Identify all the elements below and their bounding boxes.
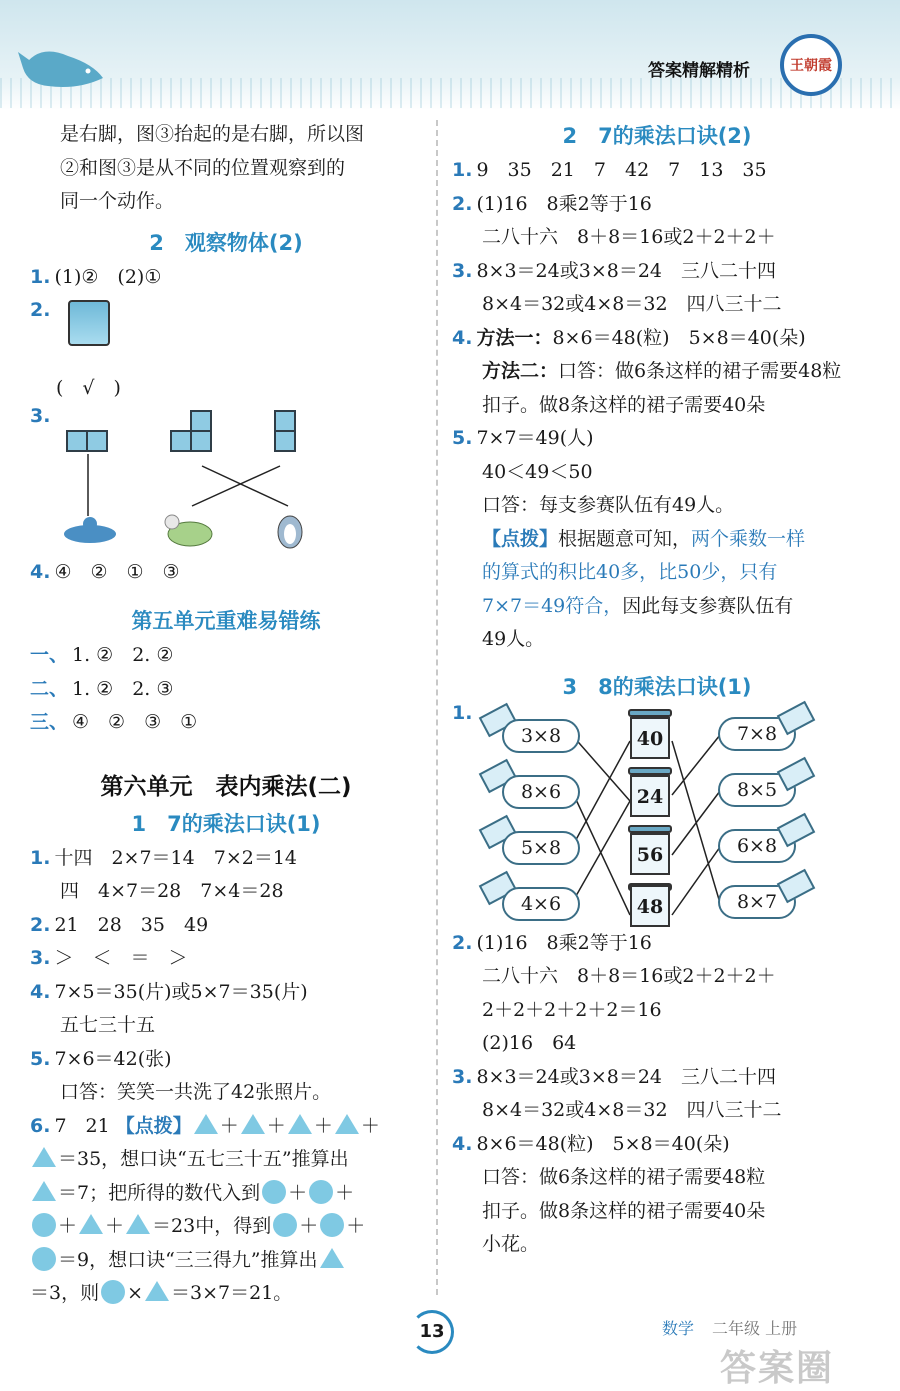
- answer-text: ④ ② ③ ①: [72, 711, 198, 733]
- intro-line: 同一个动作。: [60, 190, 175, 212]
- plus-sign: ＋: [105, 1215, 125, 1237]
- answer-text: 口答：做6条这样的裙子需要48粒: [558, 360, 842, 382]
- answer-line: 口答：每支参赛队伍有49人。: [482, 494, 735, 516]
- match-right-card: 8×7: [718, 885, 796, 919]
- answer-line: 40＜49＜50: [482, 460, 593, 483]
- answer-text: 7×6＝42(张): [54, 1047, 172, 1070]
- hint-text: 根据题意可知，: [558, 527, 692, 550]
- match-right-card: 7×8: [718, 717, 796, 751]
- answer-text: 7×5＝35(片)或5×7＝35(片): [54, 980, 308, 1003]
- answer-text: ＝35，想口诀“五七三十五”推算出: [58, 1148, 349, 1170]
- answer-line: [452, 1128, 862, 1162]
- column-divider: [436, 120, 438, 1295]
- section-title: 2 7的乘法口诀(2): [562, 124, 752, 148]
- answer-line: [30, 942, 422, 976]
- plus-sign: ＋: [219, 1114, 239, 1137]
- hint-label: 【点拨】: [482, 527, 559, 550]
- section-title: 1 7的乘法口诀(1): [131, 811, 321, 836]
- hint-text: 因此每支参赛队伍有: [622, 594, 794, 617]
- question-number: 5.: [452, 427, 473, 449]
- check-answer: ( √ ): [56, 377, 121, 399]
- hint-text-highlight: 两个乘数一样: [691, 527, 806, 550]
- answer-text: 7 21: [54, 1114, 110, 1137]
- answer-line: (2)16 64: [482, 1032, 577, 1054]
- question-number: 1.: [452, 159, 473, 181]
- footer-grade: 二年级 上册: [712, 1319, 798, 1338]
- answer-line: [30, 1244, 422, 1278]
- answer-text: ＝3，则: [30, 1282, 100, 1304]
- circle-icon: [262, 1180, 286, 1204]
- answer-text: ＝3×7＝21。: [171, 1282, 293, 1304]
- header-title: 答案精解精析: [648, 61, 750, 81]
- question-number: 6.: [30, 1114, 51, 1137]
- answer-line: 2＋2＋2＋2＋2＝16: [482, 998, 662, 1021]
- mailbox-number: 24: [630, 775, 670, 817]
- footer-subject: 数学: [662, 1319, 695, 1338]
- view-matching-figure: [30, 406, 422, 556]
- answer-text: 8×6＝48(粒) 5×8＝40(朵): [476, 1132, 730, 1155]
- answer-line: 8×4＝32或4×8＝32 四八三十二: [482, 1099, 782, 1121]
- badge-text: 王朝霞: [790, 58, 832, 74]
- answer-line: [30, 639, 422, 673]
- question-number: 2.: [30, 299, 51, 321]
- mailbox-lid: [628, 709, 672, 717]
- intro-line: 是右脚，图③抬起的是右脚，所以图: [60, 123, 365, 145]
- circle-icon: [101, 1280, 125, 1304]
- triangle-icon: [126, 1214, 150, 1234]
- triangle-icon: [32, 1181, 56, 1201]
- answer-line: 口答：笑笑一共洗了42张照片。: [60, 1081, 332, 1103]
- hint-line: [452, 590, 862, 624]
- answer-text: 1. ② 2. ②: [72, 644, 174, 666]
- answer-text: 十四 2×7＝14 7×2＝14: [54, 846, 298, 869]
- answer-text: ④ ② ① ③: [54, 560, 180, 583]
- plus-sign: ＋: [335, 1181, 355, 1204]
- hint-line: [452, 523, 862, 557]
- plus-sign: ＋: [346, 1215, 366, 1237]
- match-left-card: 4×6: [502, 887, 580, 921]
- match-left-card: 3×8: [502, 719, 580, 753]
- bird-icon: [60, 514, 120, 550]
- answer-text: 1. ② 2. ③: [72, 677, 174, 700]
- mailbox-lid: [628, 825, 672, 833]
- answer-line: 口答：做6条这样的裙子需要48粒: [482, 1166, 766, 1188]
- question-number: 4.: [452, 326, 473, 349]
- plus-sign: ＋: [58, 1215, 78, 1237]
- answer-line: [30, 673, 422, 707]
- plus-sign: ＋: [313, 1114, 333, 1137]
- whale-icon: [18, 38, 108, 92]
- hint-text-highlight: 7×7＝49符合，: [482, 594, 623, 617]
- mailbox-number: 56: [630, 833, 670, 875]
- question-number: 1.: [30, 265, 51, 288]
- answer-text: 8×6＝48(粒) 5×8＝40(朵): [552, 326, 806, 349]
- answer-line: 四 4×7＝28 7×4＝28: [60, 880, 284, 902]
- answer-line: 8×4＝32或4×8＝32 四八三十二: [482, 293, 782, 315]
- answer-text: (1)16 8乘2等于16: [476, 192, 652, 215]
- intro-line: ②和图③是从不同的位置观察到的: [60, 156, 346, 179]
- plus-sign: ＋: [360, 1114, 380, 1137]
- hint-line: 49人。: [482, 628, 545, 650]
- answer-line: [30, 706, 422, 740]
- question-number: 5.: [30, 1047, 51, 1070]
- page-header: [0, 0, 900, 110]
- answer-line: [452, 154, 862, 188]
- answer-text: (1)16 8乘2等于16: [476, 931, 652, 954]
- answer-line: [30, 294, 422, 372]
- answer-line: [30, 1110, 422, 1144]
- circle-icon: [32, 1213, 56, 1237]
- times-sign: ×: [127, 1282, 144, 1304]
- answer-line: [30, 842, 422, 876]
- answer-line: [30, 909, 422, 943]
- circle-icon: [320, 1213, 344, 1237]
- part-label: 二、: [30, 677, 69, 700]
- section-title: 2 观察物体(2): [149, 230, 303, 255]
- question-number: 3.: [30, 947, 51, 969]
- section-title: 第五单元重难易错练: [131, 609, 321, 633]
- right-column: [452, 118, 862, 1262]
- answer-text: 9 35 21 7 42 7 13 35: [476, 159, 767, 181]
- answer-line: 五七三十五: [60, 1014, 156, 1036]
- brand-badge-logo: [780, 34, 842, 96]
- answer-text: ＝7；把所得的数代入到: [58, 1181, 261, 1204]
- answer-line: [452, 927, 862, 961]
- question-number: 4.: [30, 560, 51, 583]
- triangle-icon: [320, 1248, 344, 1268]
- cylinder-figure: [68, 300, 110, 346]
- triangle-icon: [194, 1114, 218, 1134]
- watermark-logo: 答案圈: [720, 1348, 835, 1389]
- answer-line: [452, 322, 862, 356]
- answer-text: (1)② (2)①: [54, 265, 162, 288]
- unit-title: 第六单元 表内乘法(二): [100, 773, 352, 800]
- triangle-icon: [288, 1114, 312, 1134]
- mailbox-lid: [628, 767, 672, 775]
- question-number: 3.: [30, 404, 51, 427]
- question-number: 1.: [452, 701, 473, 724]
- triangle-icon: [32, 1147, 56, 1167]
- page-number: 13: [410, 1310, 454, 1354]
- question-number: 4.: [452, 1132, 473, 1155]
- answer-text: ＝23中，得到: [152, 1215, 272, 1237]
- answer-line: [30, 261, 422, 295]
- answer-line: 扣子。做8条这样的裙子需要40朵: [482, 1199, 766, 1222]
- answer-text: 7×7＝49(人): [476, 427, 594, 449]
- answer-line: [30, 1277, 422, 1311]
- turtle-icon: [160, 510, 220, 550]
- penguin-icon: [272, 510, 308, 550]
- plus-sign: ＋: [288, 1181, 308, 1204]
- question-number: 2.: [30, 913, 51, 936]
- answer-text: 8×3＝24或3×8＝24 三八二十四: [476, 259, 777, 282]
- question-number: 2.: [452, 192, 473, 215]
- match-right-card: 8×5: [718, 773, 796, 807]
- circle-icon: [32, 1247, 56, 1271]
- answer-line: 扣子。做8条这样的裙子需要40朵: [482, 393, 766, 416]
- question-number: 2.: [452, 931, 473, 954]
- question-number: 4.: [30, 980, 51, 1003]
- answer-line: [452, 422, 862, 456]
- triangle-icon: [145, 1281, 169, 1301]
- question-number: 1.: [30, 846, 51, 869]
- method-label: 方法一：: [476, 326, 553, 349]
- plus-sign: ＋: [299, 1215, 319, 1237]
- match-left-card: 5×8: [502, 831, 580, 865]
- method-label: 方法二：: [482, 360, 559, 382]
- answer-line: [30, 1143, 422, 1177]
- triangle-icon: [241, 1114, 265, 1134]
- hint-line: 的算式的积比40多，比50少，只有: [482, 561, 778, 583]
- triangle-icon: [79, 1214, 103, 1234]
- part-label: 一、: [30, 644, 69, 666]
- question-number: 3.: [452, 1065, 473, 1088]
- section-title: 3 8的乘法口诀(1): [562, 674, 752, 699]
- match-right-card: 6×8: [718, 829, 796, 863]
- answer-line: [30, 1043, 422, 1077]
- mailbox-number: 48: [630, 885, 670, 927]
- answer-line: [452, 1061, 862, 1095]
- answer-line: [30, 976, 422, 1010]
- header-wave-decoration: [0, 78, 900, 108]
- left-column: [30, 118, 422, 1311]
- question-number: 3.: [452, 259, 473, 282]
- hint-label: 【点拨】: [115, 1114, 192, 1137]
- triangle-icon: [335, 1114, 359, 1134]
- answer-line: [30, 1210, 422, 1244]
- answer-text: 21 28 35 49: [54, 913, 209, 936]
- plus-sign: ＋: [266, 1114, 286, 1137]
- mailbox-matching-figure: [452, 701, 862, 927]
- answer-line: 二八十六 8＋8＝16或2＋2＋2＋: [482, 965, 776, 987]
- answer-line: [452, 355, 862, 389]
- answer-line: 小花。: [482, 1233, 540, 1255]
- circle-icon: [309, 1180, 333, 1204]
- circle-icon: [273, 1213, 297, 1237]
- answer-text: 8×3＝24或3×8＝24 三八二十四: [476, 1065, 777, 1088]
- answer-line: [30, 556, 422, 590]
- mailbox-number: 40: [630, 717, 670, 759]
- answer-line: [452, 255, 862, 289]
- part-label: 三、: [30, 711, 69, 733]
- answer-line: 二八十六 8＋8＝16或2＋2＋2＋: [482, 226, 776, 248]
- answer-text: ＝9，想口诀“三三得九”推算出: [58, 1248, 318, 1271]
- match-left-card: 8×6: [502, 775, 580, 809]
- answer-line: [452, 188, 862, 222]
- answer-line: [30, 1177, 422, 1211]
- answer-text: ＞ ＜ ＝ ＞: [54, 947, 188, 969]
